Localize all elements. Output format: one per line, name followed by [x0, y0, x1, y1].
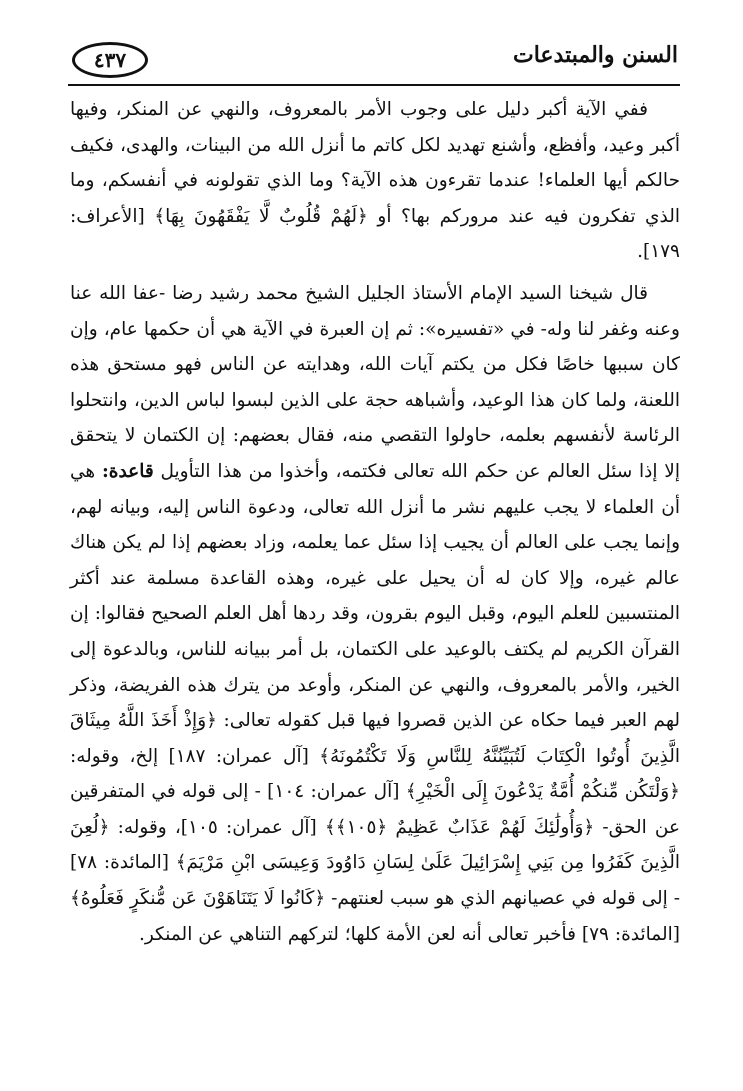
paragraph-2-part-a: قال شيخنا السيد الإمام الأستاذ الجليل الشيخ محمد رشيد رضا -عفا الله عنا وعنه وغفر لنا وله- في «تفسيره»: ثم إن العبرة في الآية هي أن حكمها عام، وإن كان سببها خاصًا فكل من يكتم آيات الله، وهدايته عن الناس فهو مستحق هذه اللعنة، ولما كان هذا الوعيد، وأشباهه حجة على الذين لبسوا لباس الدين، وانتحلوا الرئاسة لأنفسهم بعلمه، حاولوا التقصي منه، فقال بعضهم: إن الكتمان لا يتحقق إلا إذا سئل العالم عن حكم الله تعالى فكتمه، وأخذوا من هذا التأويل	[70, 282, 680, 482]
page-number-badge	[72, 42, 148, 78]
running-title: السنن والمبتدعات	[512, 42, 678, 68]
paragraph-1: ففي الآية أكبر دليل على وجوب الأمر بالمعروف، والنهي عن المنكر، وفيها أكبر وعيد، وأفظع، وأشنع تهديد لكل كاتم ما أنزل الله من البينات، والهدى، فكيف حالكم أيها العلماء! عندما تقرءون هذه الآية؟ وما الذي تقولونه في أنفسكم، وما الذي تفكرون فيه عند مروركم بها؟ أو ﴿لَهُمْ قُلُوبٌ لَّا يَفْقَهُونَ بِهَا﴾ [الأعراف: ١٧٩].	[70, 99, 680, 263]
paragraph-2	[70, 276, 680, 952]
page-header	[68, 38, 680, 86]
paragraph-2-part-b: هي أن العلماء لا يجب عليهم نشر ما أنزل الله تعالى، ودعوة الناس إليه، وبيانه لهم، وإنما يجب على العالم أن يجيب إذا سئل عما يعلمه، وزاد بعضهم إذا لم يكن هناك عالم غيره، وإلا كان له أن يحيل على غيره، وهذه القاعدة مسلمة عند أكثر المنتسبين للعلم اليوم، وقبل اليوم بقرون، وقد ردها أهل العلم الصحيح فقالوا: إن القرآن الكريم لم يكتف بالوعيد على الكتمان، بل أمر ببيانه للناس، وبالدعوة إلى الخير، والأمر بالمعروف، والنهي عن المنكر، وأوعد من يترك هذه الفريضة، وذكر لهم العبر فيما حكاه عن الذين قصروا فيها قبل كقوله تعالى: ﴿وَإِذْ أَخَذَ اللَّهُ مِيثَاقَ الَّذِينَ أُوتُوا الْكِتَابَ لَتُبَيِّنُنَّهُ لِلنَّاسِ وَلَا تَكْتُمُونَهُ﴾ [آل عمران: ١٨٧] إلخ، وقوله: ﴿وَلْتَكُن مِّنكُمْ أُمَّةٌ يَدْعُونَ إِلَى الْخَيْرِ﴾ [آل عمران: ١٠٤] - إلى قوله في المتفرقين عن الحق- ﴿وَأُولَٰئِكَ لَهُمْ عَذَابٌ عَظِيمٌ ﴿١٠٥﴾﴾ [آل عمران: ١٠٥]، وقوله: ﴿لُعِنَ الَّذِينَ كَفَرُوا مِن بَنِي إِسْرَائِيلَ عَلَىٰ لِسَانِ دَاوُودَ وَعِيسَى ابْنِ مَرْيَمَ﴾ [المائدة: ٧٨] - إلى قوله في عصيانهم الذي هو سبب لعنتهم- ﴿كَانُوا لَا يَتَنَاهَوْنَ عَن مُّنكَرٍ فَعَلُوهُ﴾ [المائدة: ٧٩] فأخبر تعالى أنه لعن الأمة كلها؛ لتركهم التناهي عن المنكر.	[70, 460, 681, 945]
page-number: ٤٣٧	[93, 48, 127, 72]
page-body	[70, 92, 680, 952]
keyword-rule: قاعدة:	[101, 460, 154, 482]
